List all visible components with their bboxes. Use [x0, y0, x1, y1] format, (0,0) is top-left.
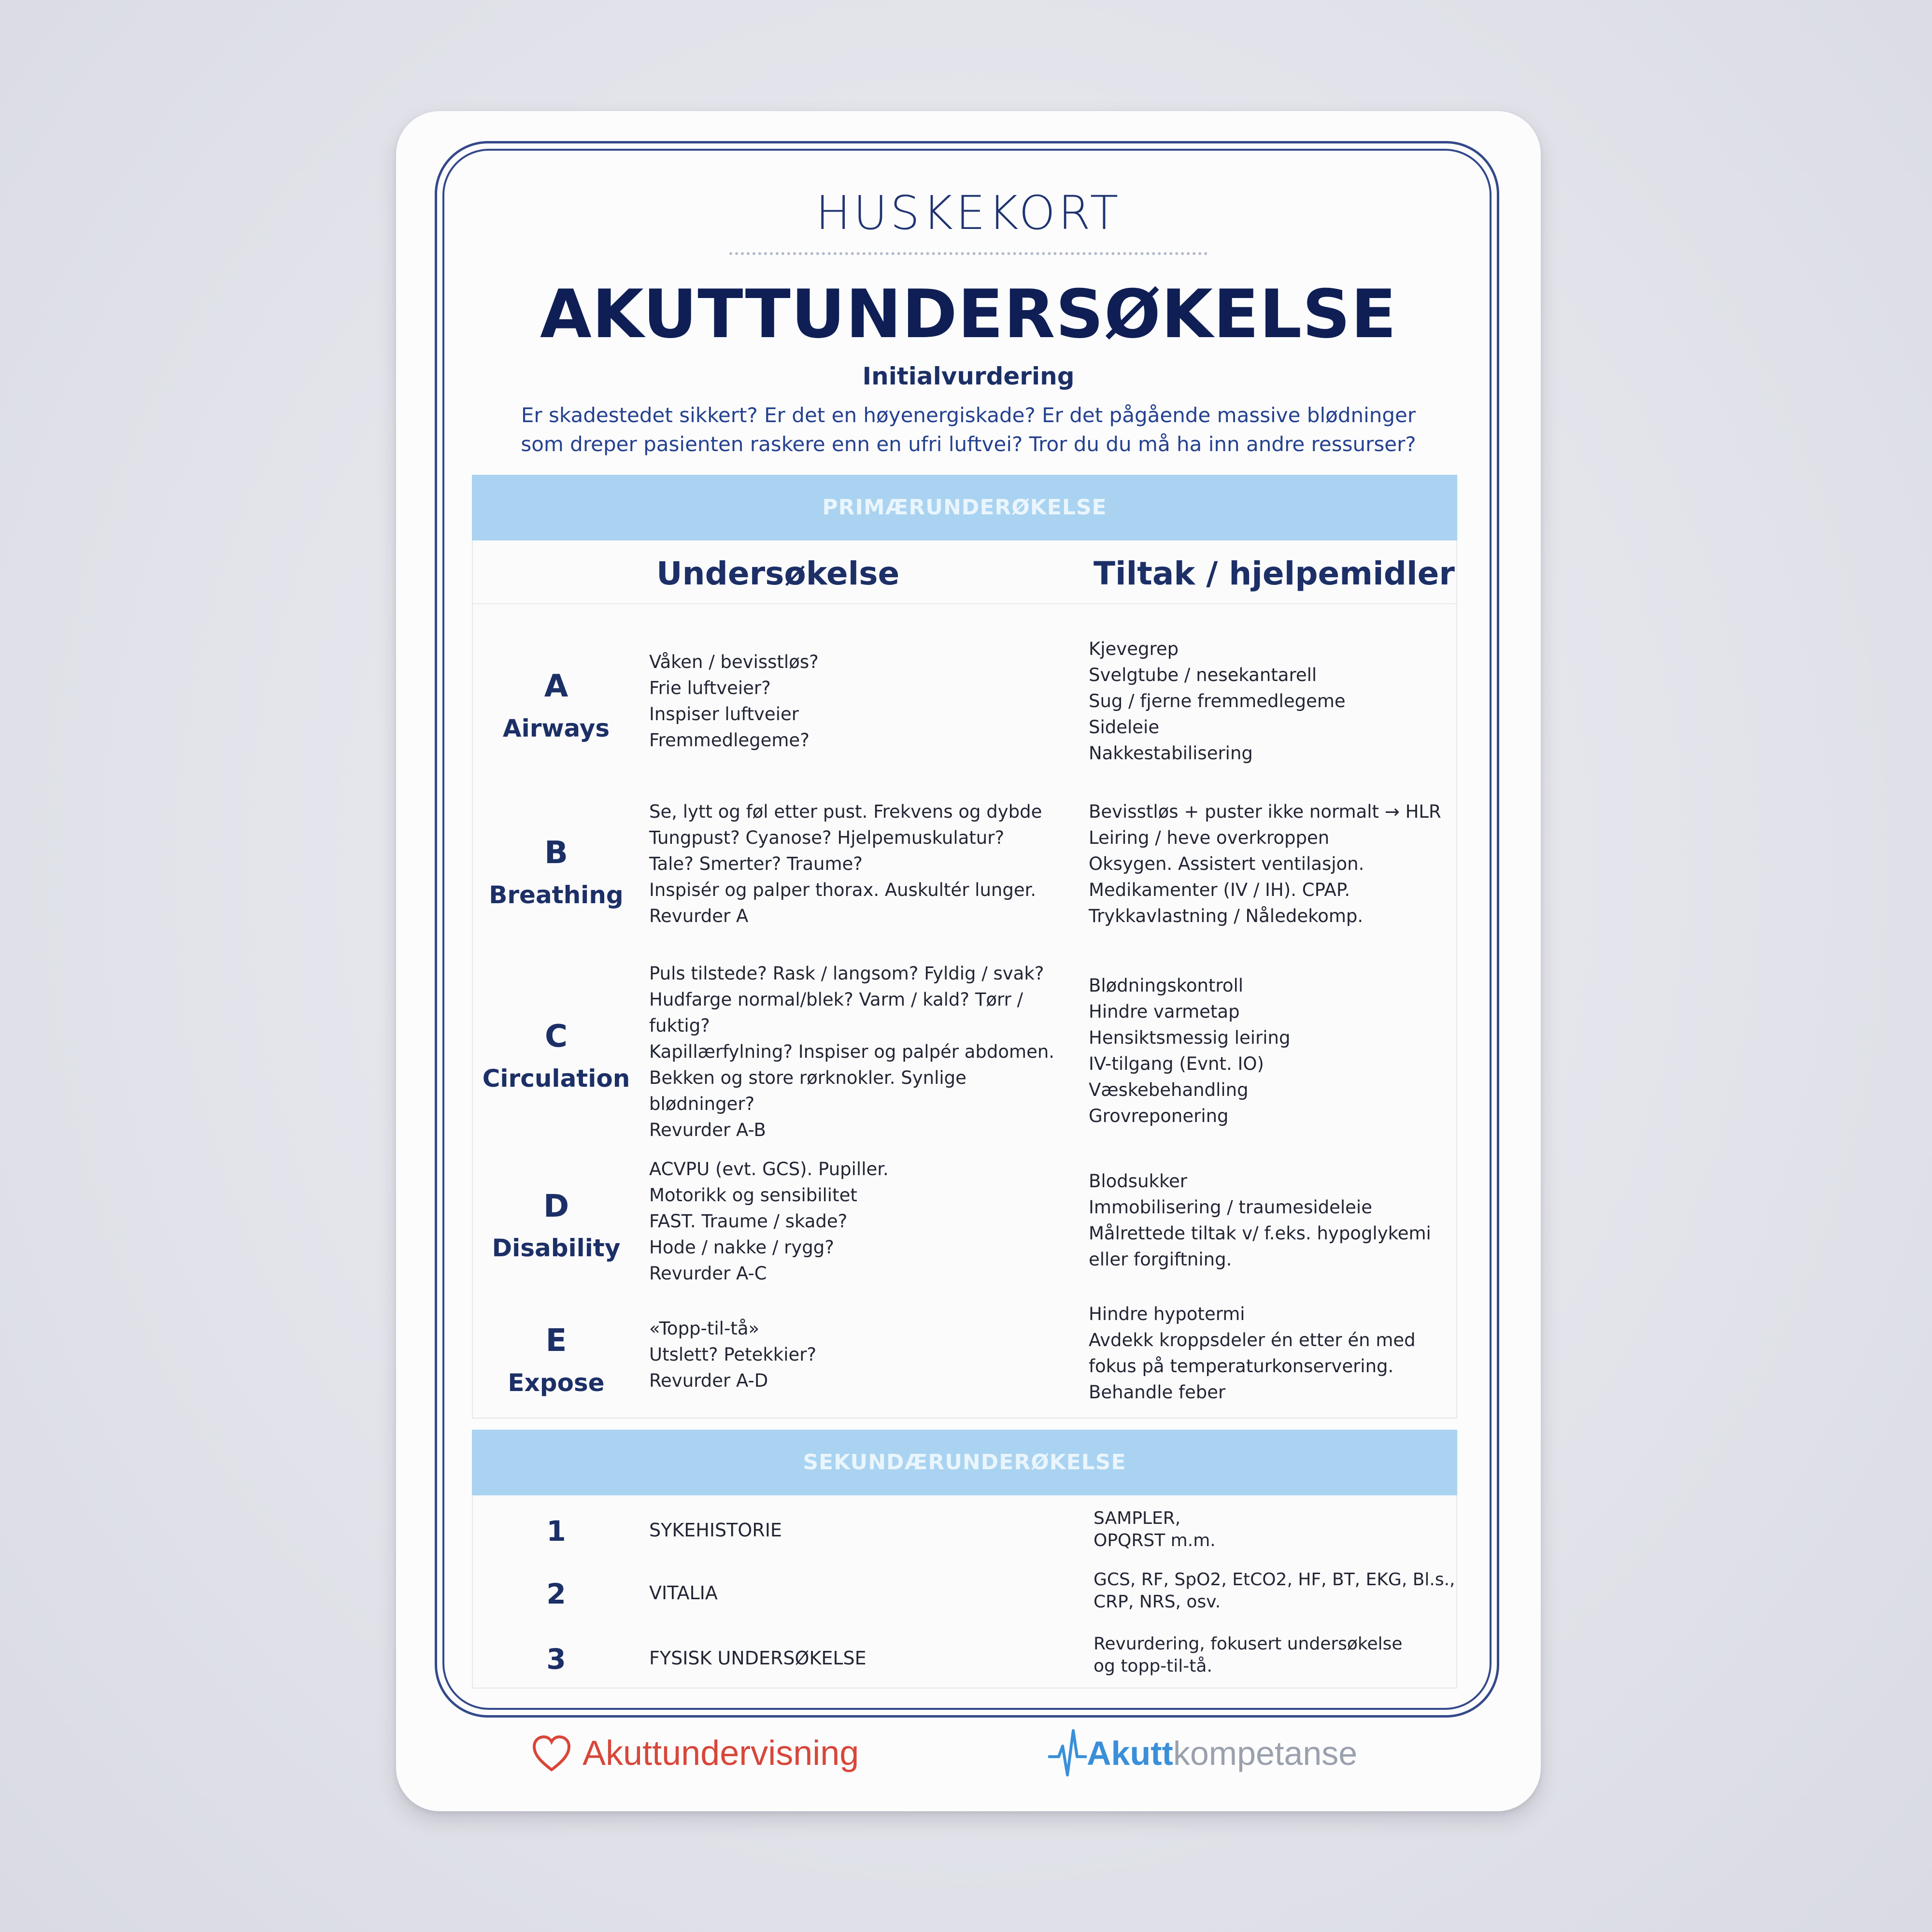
exam-item: Puls tilstede? Rask / langsom? Fyldig / svak?	[649, 963, 1044, 984]
action-item: Behandle feber	[1089, 1382, 1226, 1403]
header-divider	[473, 603, 1456, 604]
exam-item: Revurder A-D	[649, 1370, 768, 1391]
row-word: Airways	[502, 714, 610, 742]
row-letter: D	[543, 1189, 569, 1224]
exam-item: Bekken og store rørknokler. Synlige	[649, 1067, 966, 1088]
reference-card	[396, 111, 1541, 1811]
column-header-action: Tiltak / hjelpemidler	[1094, 555, 1455, 592]
action-item: Blodsukker	[1089, 1171, 1188, 1192]
primary-band: PRIMÆRUNDERØKELSE	[472, 475, 1457, 540]
exam-item: Utslett? Petekkier?	[649, 1344, 817, 1365]
exam-item: Tale? Smerter? Traume?	[649, 853, 863, 874]
exam-item: Frie luftveier?	[649, 678, 771, 698]
row-word: Disability	[492, 1234, 621, 1262]
detail-line: CRP, NRS, osv.	[1094, 1592, 1221, 1612]
action-item: Svelgtube / nesekantarell	[1089, 665, 1317, 685]
logo-akuttundervisning	[531, 1724, 859, 1782]
exam-item: Revurder A-B	[649, 1120, 766, 1140]
logo-akuttkompetanse	[1048, 1724, 1357, 1782]
exam-item: Tungpust? Cyanose? Hjelpemuskulatur?	[649, 827, 1005, 848]
secondary-row	[473, 1558, 1456, 1621]
exam-item: ACVPU (evt. GCS). Pupiller.	[649, 1159, 889, 1179]
detail-line: og topp-til-tå.	[1094, 1656, 1212, 1676]
action-item: Oksygen. Assistert ventilasjon.	[1089, 853, 1364, 874]
exam-list	[649, 961, 1054, 1143]
action-item: Sug / fjerne fremmedlegeme	[1089, 691, 1346, 711]
action-item: Grovreponering	[1089, 1106, 1229, 1126]
action-item: Medikamenter (IV / IH). CPAP.	[1089, 880, 1350, 900]
exam-item: Hode / nakke / rygg?	[649, 1237, 834, 1258]
exam-list	[649, 799, 1042, 929]
dotted-divider	[729, 252, 1208, 255]
action-list	[1089, 1301, 1416, 1406]
pulse-icon	[1048, 1727, 1087, 1780]
exam-item: Hudfarge normal/blek? Varm / kald? Tørr /	[649, 989, 1023, 1010]
row-detail	[1094, 1507, 1216, 1552]
action-list	[1089, 799, 1441, 929]
action-item: Nakkestabilisering	[1089, 743, 1253, 764]
secondary-band: SEKUNDÆRUNDERØKELSE	[472, 1430, 1457, 1495]
exam-item: Kapillærfylning? Inspiser og palpér abdomen.	[649, 1041, 1055, 1062]
action-item: Trykkavlastning / Nåledekomp.	[1089, 906, 1364, 926]
exam-item: fuktig?	[649, 1015, 710, 1036]
exam-item: Revurder A-C	[649, 1263, 767, 1284]
action-item: Væskebehandling	[1089, 1080, 1249, 1100]
detail-line: GCS, RF, SpO2, EtCO2, HF, BT, EKG, Bl.s.,	[1094, 1570, 1455, 1590]
exam-item: Våken / bevisstløs?	[649, 652, 819, 672]
table-row-breathing	[473, 782, 1456, 946]
row-label: SYKEHISTORIE	[649, 1520, 782, 1541]
heart-icon	[531, 1734, 572, 1773]
detail-line: OPQRST m.m.	[1094, 1531, 1216, 1550]
row-letter: E	[545, 1323, 567, 1359]
exam-item: «Topp-til-tå»	[649, 1318, 760, 1339]
action-list	[1089, 1168, 1431, 1273]
row-letter: C	[545, 1019, 568, 1054]
card-subtitle: Initialvurdering	[862, 362, 1075, 390]
exam-item: blødninger?	[649, 1094, 755, 1114]
secondary-row	[473, 1621, 1456, 1689]
exam-item: Inspisér og palper thorax. Auskultér lunger.	[649, 880, 1037, 900]
exam-item: Revurder A	[649, 906, 749, 926]
row-detail	[1094, 1633, 1403, 1677]
row-word: Circulation	[482, 1065, 630, 1093]
detail-line: Revurdering, fokusert undersøkelse	[1094, 1634, 1403, 1654]
intro-line: Er skadestedet sikkert? Er det en høyenergiskade? Er det pågående massive blødninger	[521, 403, 1416, 427]
exam-item: Inspiser luftveier	[649, 704, 799, 724]
logo-left-text: Akuttundervisning	[582, 1734, 859, 1773]
exam-item: Se, lytt og føl etter pust. Frekvens og dybde	[649, 801, 1042, 822]
exam-list	[649, 1316, 816, 1394]
intro-text	[483, 401, 1454, 459]
action-item: Kjevegrep	[1089, 639, 1179, 659]
action-item: Sideleie	[1089, 717, 1160, 738]
action-item: Hensiktsmessig leiring	[1089, 1027, 1291, 1048]
secondary-row	[473, 1495, 1456, 1558]
action-item: IV-tilgang (Evnt. IO)	[1089, 1053, 1264, 1074]
action-list	[1089, 973, 1290, 1129]
action-item: eller forgiftning.	[1089, 1249, 1232, 1270]
intro-line: som dreper pasienten raskere enn en ufri luftvei? Tror du du må ha inn andre ressurser?	[521, 432, 1416, 456]
logo-right-text-bold: Akutt	[1087, 1734, 1173, 1772]
action-item: Blødningskontroll	[1089, 975, 1244, 996]
row-letter: B	[544, 835, 568, 871]
primary-table	[472, 540, 1457, 1419]
exam-list	[649, 649, 819, 753]
action-item: Avdekk kroppsdeler én etter én med	[1089, 1330, 1416, 1350]
column-header-exam: Undersøkelse	[656, 555, 900, 592]
detail-line: SAMPLER,	[1094, 1508, 1181, 1528]
action-item: Bevisstløs + puster ikke normalt → HLR	[1089, 801, 1441, 822]
row-letter: A	[544, 668, 568, 704]
action-item: Hindre varmetap	[1089, 1001, 1240, 1022]
action-item: Leiring / heve overkroppen	[1089, 827, 1330, 848]
exam-item: Fremmedlegeme?	[649, 730, 810, 751]
action-item: Hindre hypotermi	[1089, 1304, 1245, 1324]
row-number: 3	[546, 1643, 566, 1676]
row-detail	[1094, 1569, 1455, 1613]
secondary-table	[472, 1495, 1457, 1689]
exam-list	[649, 1156, 889, 1287]
row-label: VITALIA	[649, 1582, 718, 1604]
card-title: AKUTTUNDERSØKELSE	[540, 275, 1397, 353]
table-row-disability	[473, 1154, 1456, 1294]
row-number: 1	[546, 1515, 566, 1548]
exam-item: Motorikk og sensibilitet	[649, 1185, 857, 1206]
card-kicker: HUSKEKORT	[815, 186, 1122, 240]
action-item: Immobilisering / traumesideleie	[1089, 1197, 1372, 1218]
table-row-expose	[473, 1294, 1456, 1415]
logo-right-text-light: kompetanse	[1173, 1734, 1358, 1772]
table-row-circulation	[473, 946, 1456, 1154]
row-label: FYSISK UNDERSØKELSE	[649, 1648, 867, 1669]
row-word: Expose	[508, 1369, 605, 1397]
table-row-airways	[473, 618, 1456, 777]
exam-item: FAST. Traume / skade?	[649, 1211, 848, 1232]
row-word: Breathing	[489, 881, 624, 909]
action-item: fokus på temperaturkonservering.	[1089, 1356, 1394, 1377]
action-list	[1089, 636, 1346, 767]
row-number: 2	[546, 1577, 566, 1610]
action-item: Målrettede tiltak v/ f.eks. hypoglykemi	[1089, 1223, 1431, 1244]
